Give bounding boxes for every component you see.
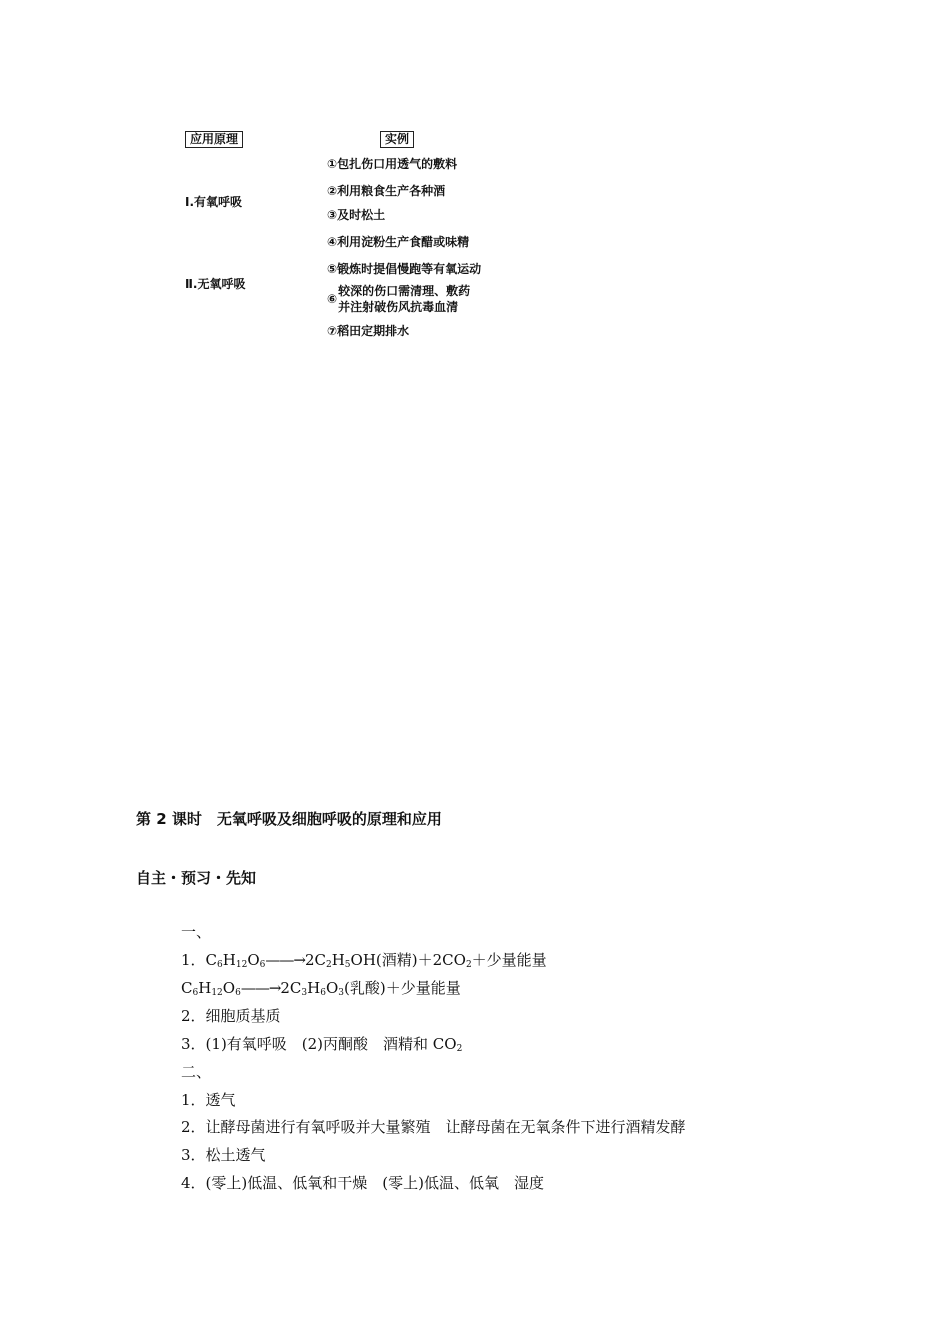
example-1: ①包扎伤口用透气的敷料 [327,157,458,171]
example-6-number: ⑥ [327,292,338,306]
equation-alcohol: 1．$C_6H_{12}O_6——\to 2C_2H_5OH$(酒精)$+2CO_2+$少量能量 [181,951,547,970]
part-two-label: 二、 [181,1063,212,1081]
answer-line-4: 1．透气 [181,1091,236,1109]
answer-line-2: 2．细胞质基质 [181,1007,281,1025]
reaction-arrow: ——→ [265,951,305,969]
part-one-label: 一、 [181,923,212,941]
answer-line-7: 4．(零上)低温、低氧和干燥 (零上)低温、低氧 湿度 [181,1174,544,1192]
example-6-line-2: 并注射破伤风抗毒血清 [338,300,459,314]
equation-lactic-acid: $C_6H_{12}O_6——\to 2C_3H_6O_3$(乳酸)＋少量能量 [181,979,461,998]
example-3: ③及时松土 [327,208,386,222]
answer-line-5: 2．让酵母菌进行有氧呼吸并大量繁殖 让酵母菌在无氧条件下进行酒精发酵 [181,1118,686,1136]
reaction-arrow: ——→ [240,979,281,997]
principle-aerobic: Ⅰ.有氧呼吸 [185,195,243,209]
example-7: ⑦稻田定期排水 [327,324,410,338]
answer-line-3: 3．(1)有氧呼吸 (2)丙酮酸 酒精和 $CO_2$ [181,1035,463,1054]
header-example: 实例 [380,131,414,148]
example-4: ④利用淀粉生产食醋或味精 [327,235,470,249]
example-6 [327,283,470,315]
example-6-line-1: 较深的伤口需清理、敷药 [338,284,471,298]
answer-line-6: 3．松土透气 [181,1146,266,1164]
example-2: ②利用粮食生产各种酒 [327,184,446,198]
lesson-title: 第 2 课时 无氧呼吸及细胞呼吸的原理和应用 [136,810,442,828]
section-title: 自主・预习・先知 [136,869,257,887]
header-principle: 应用原理 [185,131,243,148]
example-5: ⑤锻炼时提倡慢跑等有氧运动 [327,262,482,276]
principle-anaerobic: Ⅱ.无氧呼吸 [185,277,246,291]
